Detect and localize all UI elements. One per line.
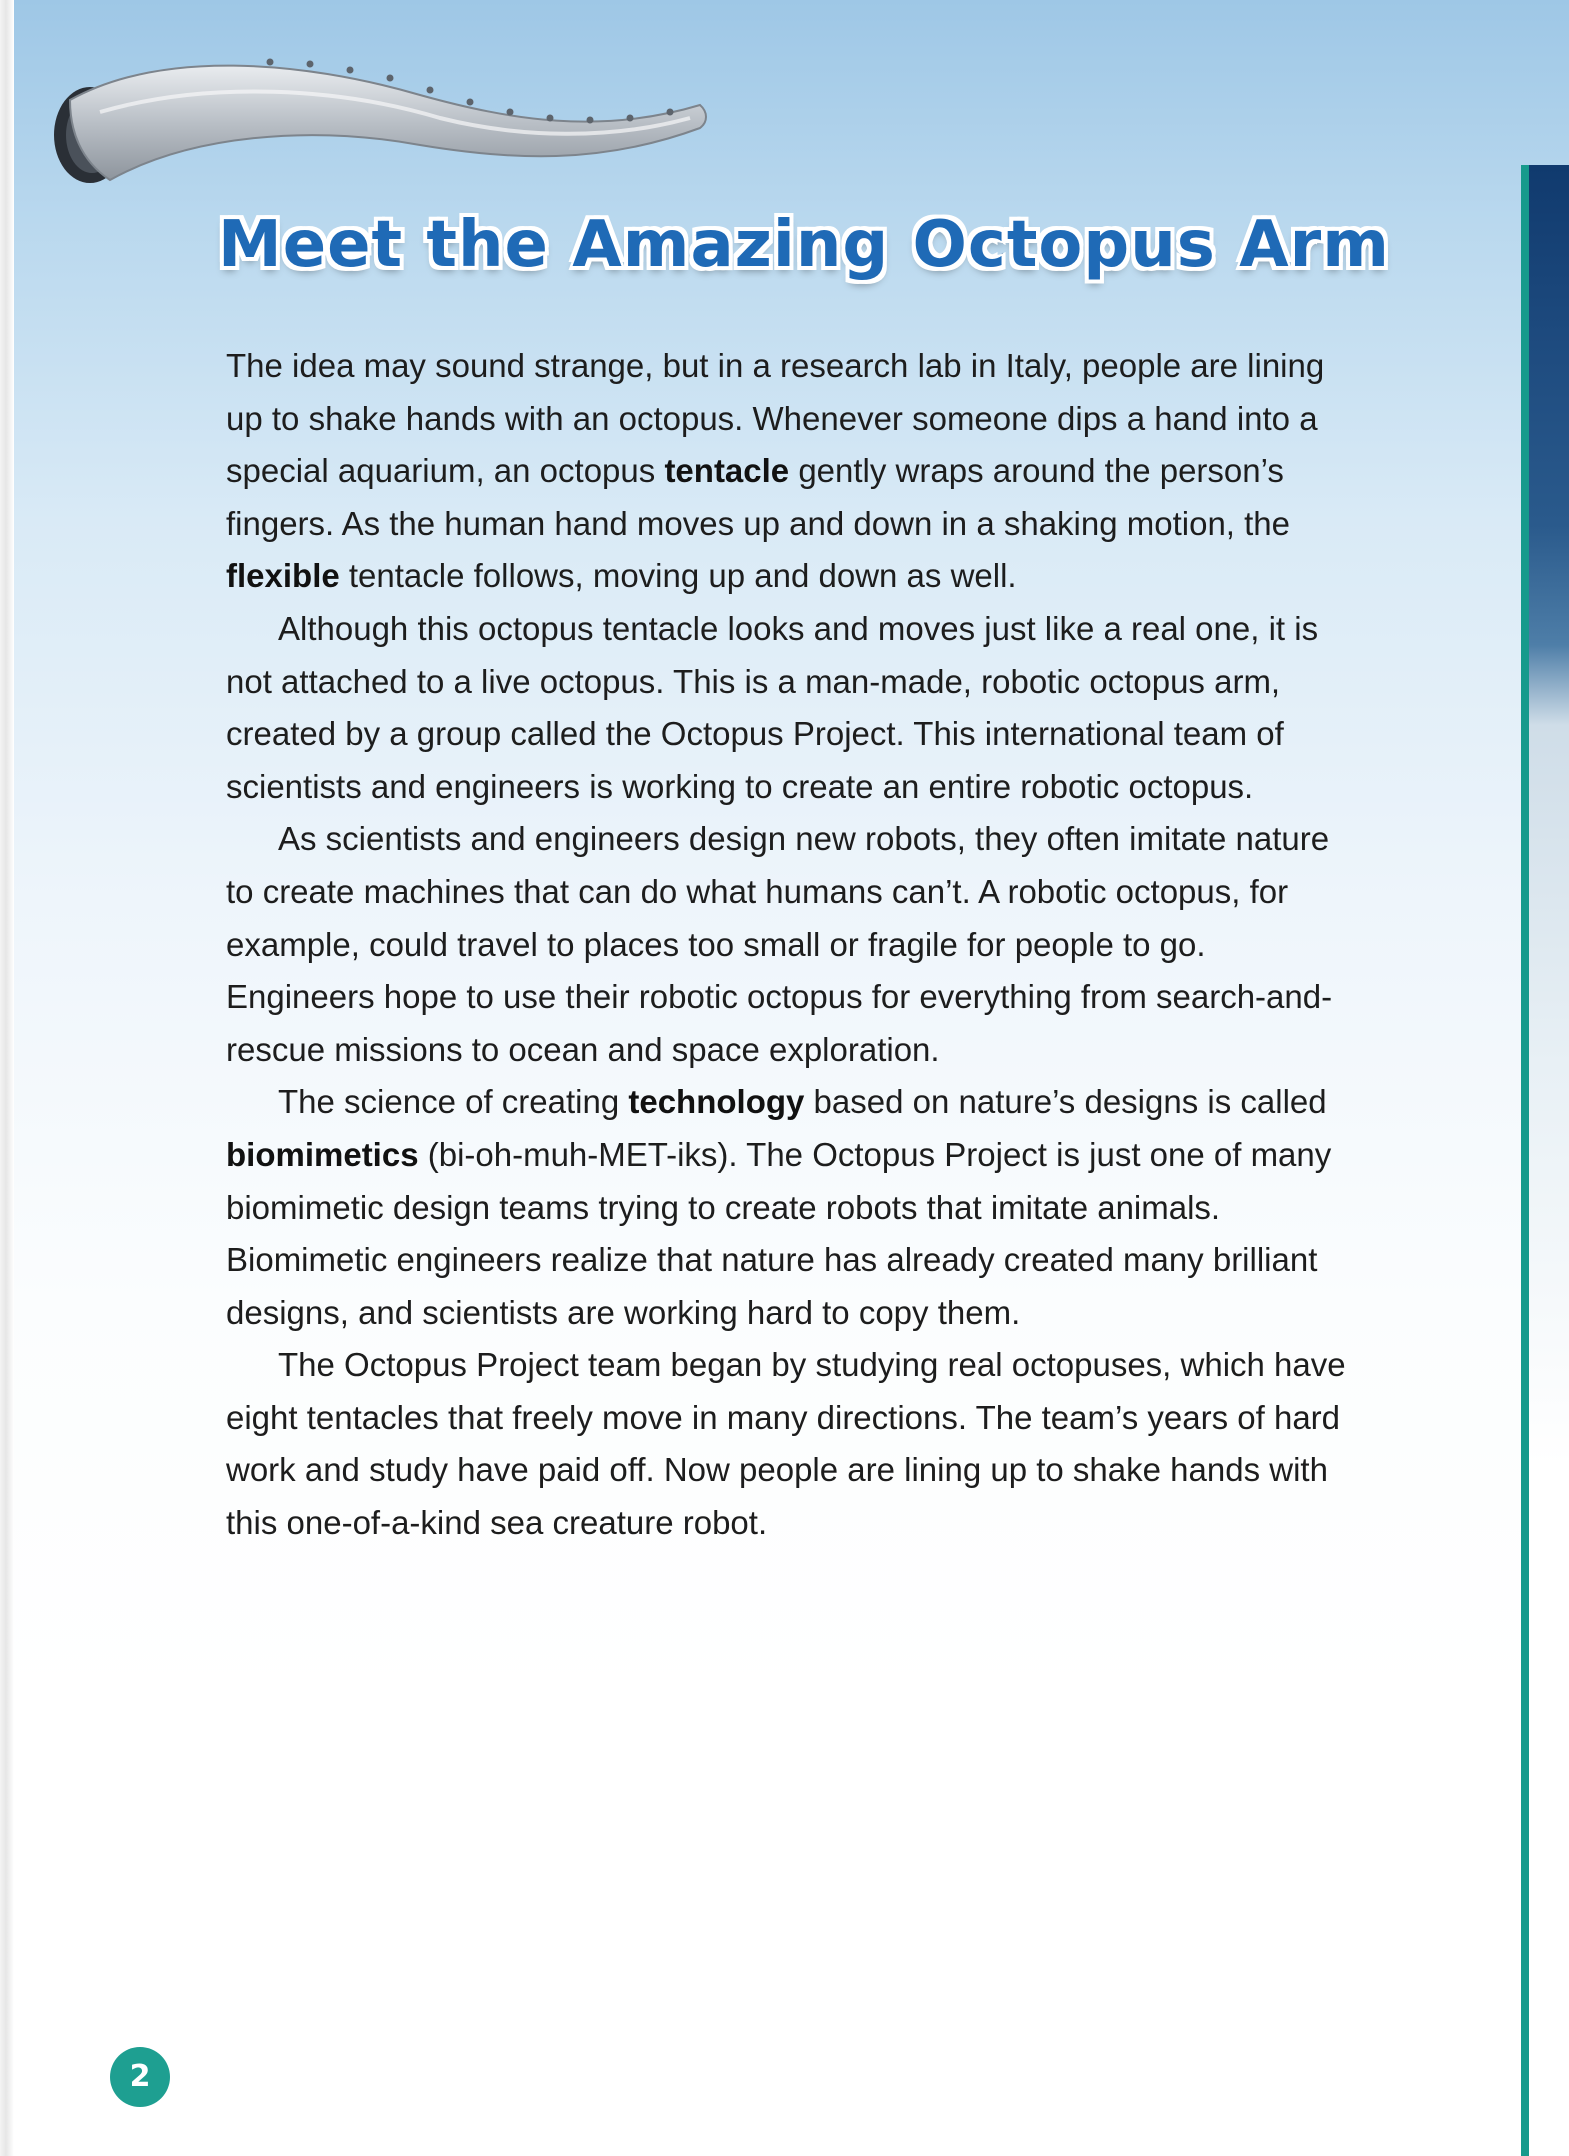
page-number-badge: 2 bbox=[110, 2047, 170, 2107]
paragraph bbox=[226, 1339, 1356, 1549]
text-run: tentacle follows, moving up and down as well. bbox=[339, 557, 1017, 595]
text-run: based on nature’s designs is called bbox=[804, 1083, 1327, 1121]
text-run: Although this octopus tentacle looks and moves just like a real one, it is not attached to a live octopus. This is a man-made, robotic octopus arm, created by a group called the Octopus Project. This international team of scientists and engineers is working to create an entire robotic octopus. bbox=[226, 609, 1319, 805]
paragraph bbox=[226, 813, 1356, 1076]
paragraph bbox=[226, 1076, 1356, 1339]
text-run: gently wraps around the person’s fingers. As the human hand moves up and down in a shaking motion, the bbox=[226, 452, 1291, 542]
octopus-tentacle-icon bbox=[40, 40, 720, 190]
text-run: As scientists and engineers design new robots, they often imitate nature to create machines that can do what humans can’t. A robotic octopus, for example, could travel to places too small or fragile for people to go. Engineers hope to use their robotic octopus for everything from search-and-rescue missions to ocean and space exploration. bbox=[226, 820, 1333, 1068]
page-title: Meet the Amazing Octopus Arm bbox=[218, 208, 1390, 282]
glossary-term: tentacle bbox=[664, 452, 790, 490]
paragraph bbox=[226, 340, 1356, 603]
glossary-term: biomimetics bbox=[226, 1135, 419, 1173]
text-run: The Octopus Project team began by studying real octopuses, which have eight tentacles that freely move in many directions. The team’s years of hard work and study have paid off. Now people are lining up to shake hands with this one-of-a-kind sea creature robot. bbox=[226, 1346, 1346, 1542]
text-run: The science of creating bbox=[278, 1083, 629, 1121]
glossary-term: flexible bbox=[226, 557, 340, 595]
next-page-border bbox=[1521, 165, 1529, 2156]
paragraph bbox=[226, 603, 1356, 813]
text-run: (bi-oh-muh-MET-iks). The Octopus Project is just one of many biomimetic design teams trying to create robots that imitate animals. Biomimetic engineers realize that nature has already created many brilliant designs, and scientists are working hard to copy them. bbox=[226, 1135, 1332, 1331]
page-binding-edge bbox=[0, 0, 14, 2156]
glossary-term: technology bbox=[628, 1083, 805, 1121]
text-run: The idea may sound strange, but in a research lab in Italy, people are lining up to shake hands with an octopus. Whenever someone dips a hand into a special aquarium, an octopus bbox=[226, 347, 1325, 490]
article-body bbox=[226, 340, 1356, 1550]
